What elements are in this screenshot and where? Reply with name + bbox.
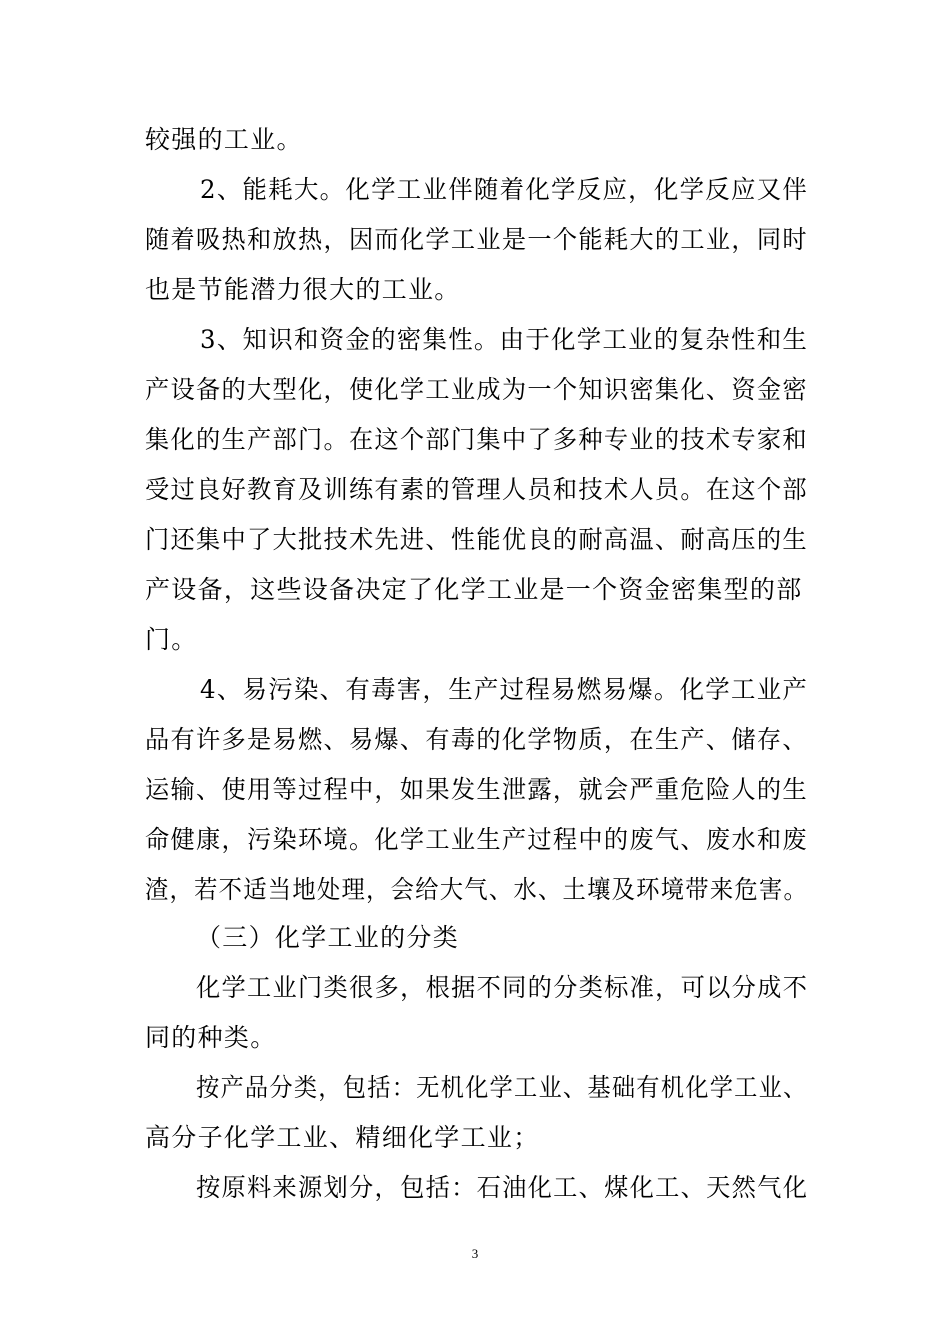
text-line: 运输、使用等过程中，如果发生泄露，就会严重危险人的生 (145, 775, 808, 804)
text-line: 门还集中了大批技术先进、性能优良的耐高温、耐高压的生 (145, 525, 808, 554)
text-line: 产设备，这些设备决定了化学工业是一个资金密集型的部 (145, 575, 803, 604)
text-line: 门。 (145, 625, 198, 654)
text-line: 化学工业门类很多，根据不同的分类标准，可以分成不 (196, 973, 809, 1002)
text-line: 2、能耗大。化学工业伴随着化学反应，化学反应又伴 (200, 175, 809, 204)
page-number: 3 (471, 1246, 479, 1261)
text-line: 按产品分类，包括：无机化学工业、基础有机化学工业、 (196, 1073, 808, 1102)
text-line: 品有许多是易燃、易爆、有毒的化学物质，在生产、储存、 (145, 725, 808, 754)
text-line: 受过良好教育及训练有素的管理人员和技术人员。在这个部 (145, 475, 808, 504)
text-line: 命健康，污染环境。化学工业生产过程中的废气、废水和废 (145, 825, 808, 854)
text-line: 随着吸热和放热，因而化学工业是一个能耗大的工业，同时 (145, 225, 808, 254)
text-line: 同的种类。 (145, 1023, 277, 1052)
section-heading: （三）化学工业的分类 (196, 923, 460, 952)
text-line: 较强的工业。 (145, 125, 303, 154)
text-line: 高分子化学工业、精细化学工业； (145, 1123, 540, 1152)
text-line: 4、易污染、有毒害，生产过程易燃易爆。化学工业产 (200, 675, 809, 704)
text-line: 3、知识和资金的密集性。由于化学工业的复杂性和生 (200, 325, 809, 354)
text-line: 渣，若不适当地处理，会给大气、水、土壤及环境带来危害。 (145, 875, 809, 904)
text-line: 产设备的大型化，使化学工业成为一个知识密集化、资金密 (145, 375, 808, 404)
text-line: 集化的生产部门。在这个部门集中了多种专业的技术专家和 (145, 425, 808, 454)
text-line: 也是节能潜力很大的工业。 (145, 275, 461, 304)
text-line: 按原料来源划分，包括：石油化工、煤化工、天然气化 (196, 1173, 809, 1202)
